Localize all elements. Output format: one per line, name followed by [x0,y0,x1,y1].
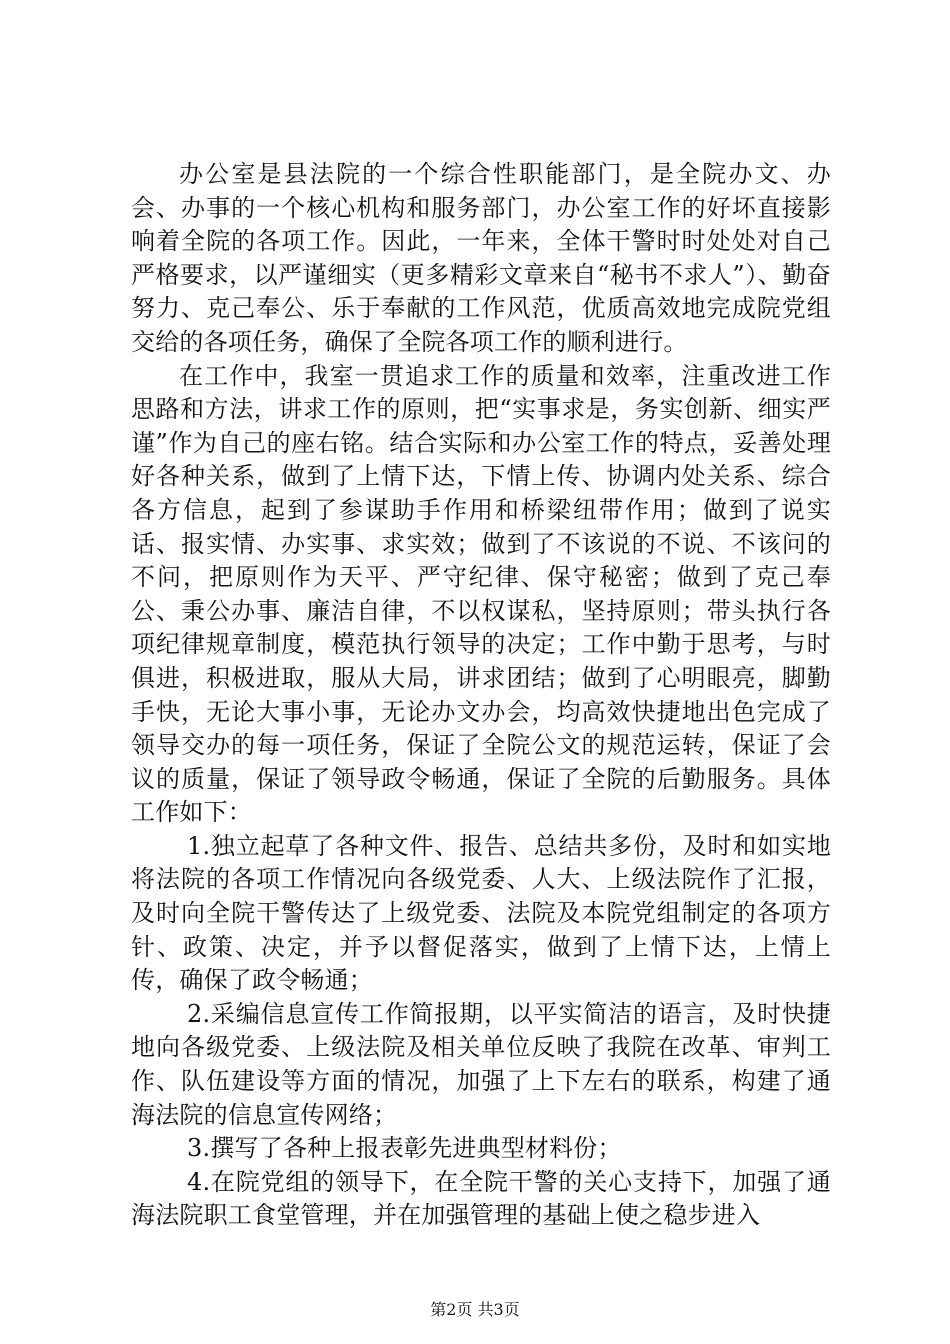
page-footer: 第2页 共3页 [430,1300,520,1319]
paragraph-work-principles: 在工作中，我室一贯追求工作的质量和效率，注重改进工作思路和方法，讲求工作的原则，把“实事求是，务实创新、细实严谨”作为自己的座右铭。结合实际和办公室工作的特点，妥善处理好各种关系，做到了上情下达，下情上传、协调内处关系、综合各方信息，起到了参谋助手作用和桥梁纽带作用；做到了说实话、报实情、办实事、求实效；做到了不该说的不说、不该问的不问，把原则作为天平、严守纪律、保守秘密；做到了克己奉公、秉公办事、廉洁自律，不以权谋私，坚持原则；带头执行各项纪律规章制度，模范执行领导的决定；工作中勤于思考，与时俱进，积极进取，服从大局，讲求团结；做到了心明眼亮，脚勤手快，无论大事小事，无论办文办会，均高效快捷地出色完成了领导交办的每一项任务，保证了全院公文的规范运转，保证了会议的质量，保证了领导政令畅通，保证了全院的后勤服务。具体工作如下： [131,361,831,827]
paragraph-intro: 办公室是县法院的一个综合性职能部门，是全院办文、办会、办事的一个核心机构和服务部门，办公室工作的好坏直接影响着全院的各项工作。因此，一年来，全体干警时时处处对自己严格要求，以严谨细实（更多精彩文章来自“秘书不求人”）、勤奋努力、克己奉公、乐于奉献的工作风范，优质高效地完成院党组交给的各项任务，确保了全院各项工作的顺利进行。 [131,160,831,356]
document-body [131,158,831,1233]
list-item-drafting: 1.独立起草了各种文件、报告、总结共多份，及时和如实地将法院的各项工作情况向各级党委、人大、上级法院作了汇报，及时向全院干警传达了上级党委、法院及本院党组制定的各项方针、政策、决定，并予以督促落实，做到了上情下达，上情上传，确保了政令畅通； [131,831,831,995]
list-item-materials: 3.撰写了各种上报表彰先进典型材料份； [187,1134,622,1163]
list-item-briefings: 2.采编信息宣传工作简报期，以平实简洁的语言，及时快捷地向各级党委、上级法院及相关单位反映了我院在改革、审判工作、队伍建设等方面的情况，加强了上下左右的联系，构建了通海法院的信息宣传网络； [131,999,831,1129]
list-item-canteen: 4.在院党组的领导下，在全院干警的关心支持下，加强了通海法院职工食堂管理，并在加强管理的基础上使之稳步进入 [131,1167,831,1230]
